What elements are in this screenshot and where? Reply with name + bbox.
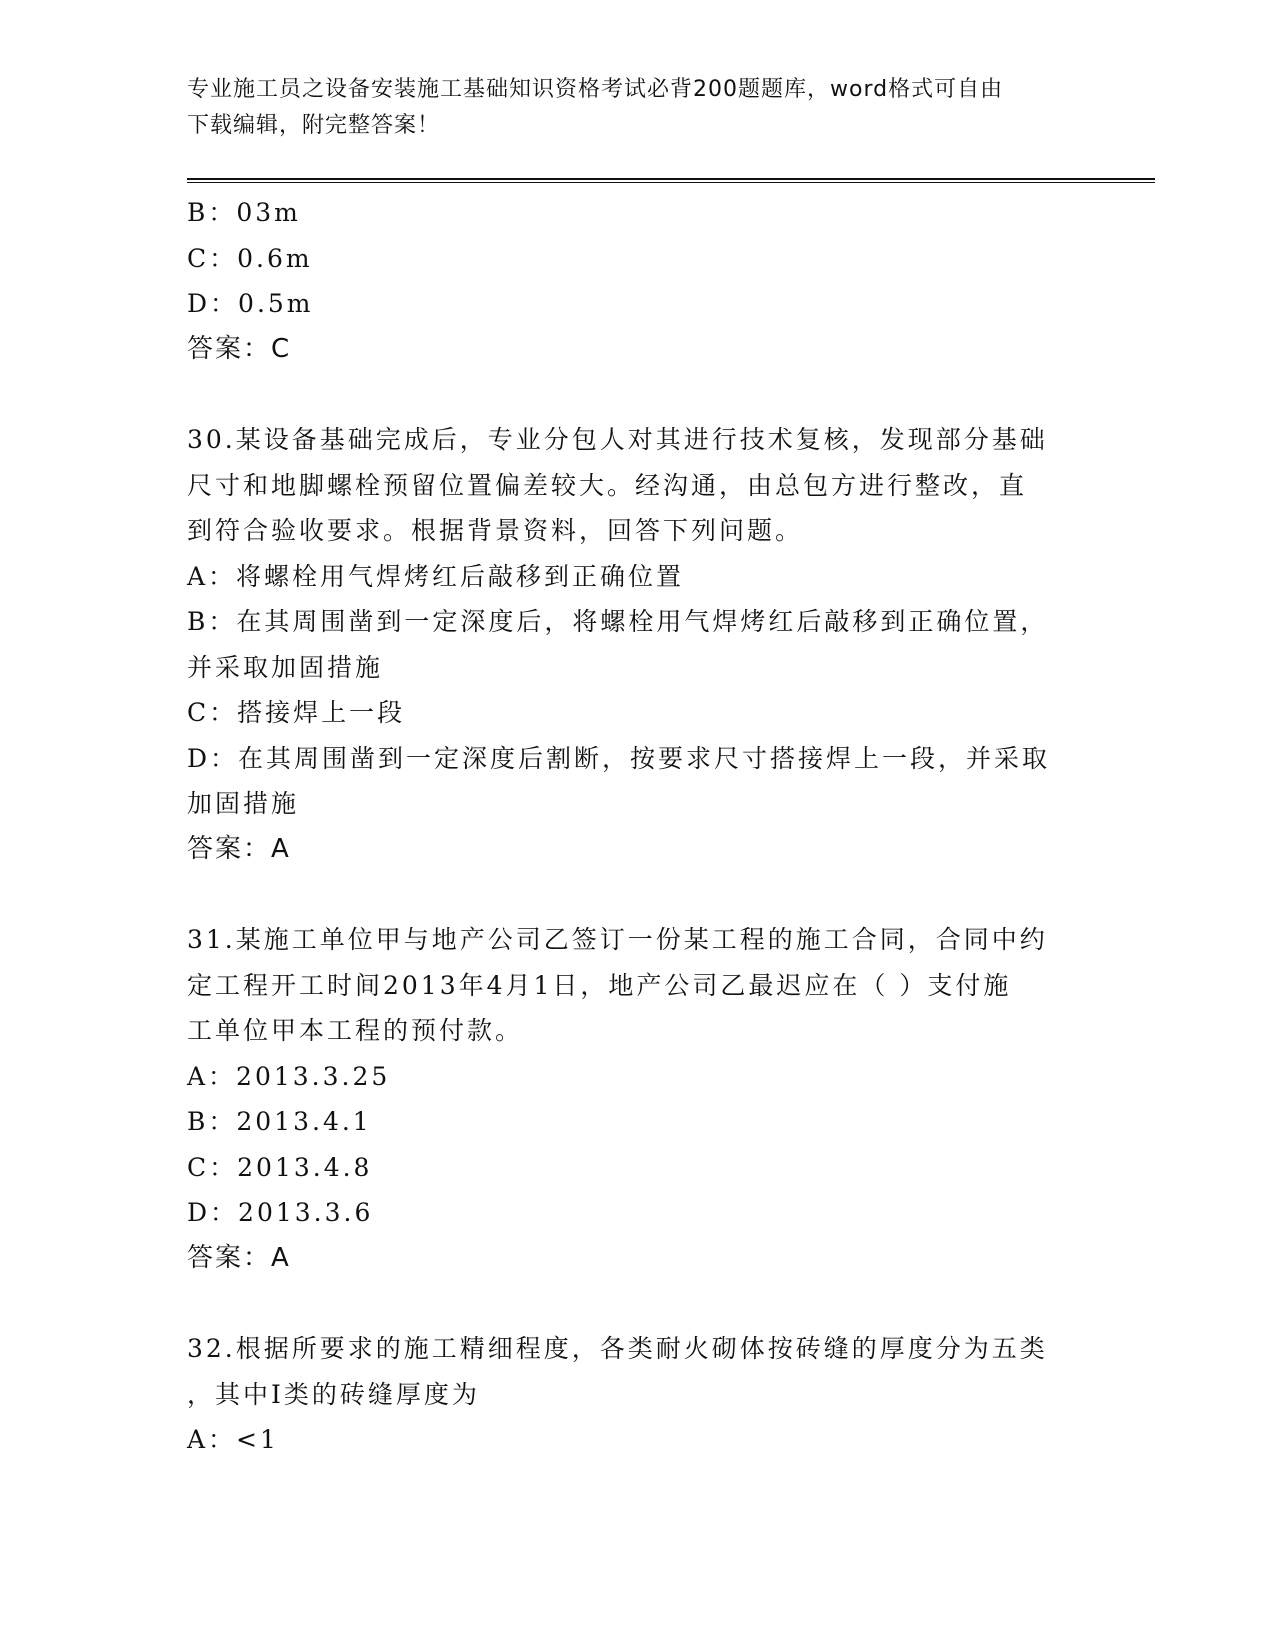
question-31 bbox=[187, 917, 1087, 1281]
question-stem-line: 31.某施工单位甲与地产公司乙签订一份某工程的施工合同，合同中约 bbox=[187, 925, 1048, 954]
header-line-1: 专业施工员之设备安装施工基础知识资格考试必背200题题库，word格式可自由 bbox=[187, 77, 1004, 102]
option-b: B：2013.4.1 bbox=[187, 1107, 372, 1136]
answer-line: 答案：A bbox=[187, 833, 291, 864]
question-32 bbox=[187, 1326, 1087, 1463]
header-rule-thin bbox=[187, 182, 1155, 183]
question-content bbox=[187, 190, 1087, 1463]
option-c: C：2013.4.8 bbox=[187, 1152, 373, 1182]
option-a: A：将螺栓用气焊烤红后敲移到正确位置 bbox=[187, 561, 685, 591]
option-c: C：搭接焊上一段 bbox=[187, 698, 406, 727]
page-header bbox=[187, 72, 1067, 144]
option-a: A：<1 bbox=[187, 1425, 279, 1454]
option-d: D：2013.3.6 bbox=[187, 1198, 374, 1227]
question-stem-line: 定工程开工时间2013年4月1日，地产公司乙最迟应在（ ）支付施 bbox=[187, 970, 1012, 1000]
option-c: C：0.6m bbox=[187, 243, 313, 273]
option-b: B：在其周围凿到一定深度后，将螺栓用气焊烤红后敲移到正确位置， bbox=[187, 607, 1049, 636]
question-30 bbox=[187, 417, 1087, 872]
question-stem-line: ，其中I类的砖缝厚度为 bbox=[187, 1379, 480, 1409]
header-rule-thick bbox=[187, 178, 1155, 180]
option-b: B：03m bbox=[187, 198, 301, 227]
option-d: D：在其周围凿到一定深度后割断，按要求尺寸搭接焊上一段，并采取 bbox=[187, 743, 1051, 773]
question-stem-line: 30.某设备基础完成后，专业分包人对其进行技术复核，发现部分基础 bbox=[187, 425, 1048, 454]
option-d-continued: 加固措施 bbox=[187, 789, 300, 818]
question-stem-line: 工单位甲本工程的预付款。 bbox=[187, 1016, 524, 1045]
header-line-2: 下载编辑，附完整答案！ bbox=[187, 113, 441, 138]
option-b-continued: 并采取加固措施 bbox=[187, 652, 384, 682]
option-d: D：0.5m bbox=[187, 289, 314, 318]
question-stem-line: 到符合验收要求。根据背景资料，回答下列问题。 bbox=[187, 516, 804, 545]
question-stem-line: 尺寸和地脚螺栓预留位置偏差较大。经沟通，由总包方进行整改，直 bbox=[187, 470, 1028, 500]
answer-line: 答案：C bbox=[187, 333, 292, 364]
option-a: A：2013.3.25 bbox=[187, 1061, 391, 1091]
question-stem-line: 32.根据所要求的施工精细程度，各类耐火砌体按砖缝的厚度分为五类 bbox=[187, 1334, 1048, 1363]
answer-line: 答案：A bbox=[187, 1242, 291, 1273]
question-29-tail bbox=[187, 190, 1087, 372]
